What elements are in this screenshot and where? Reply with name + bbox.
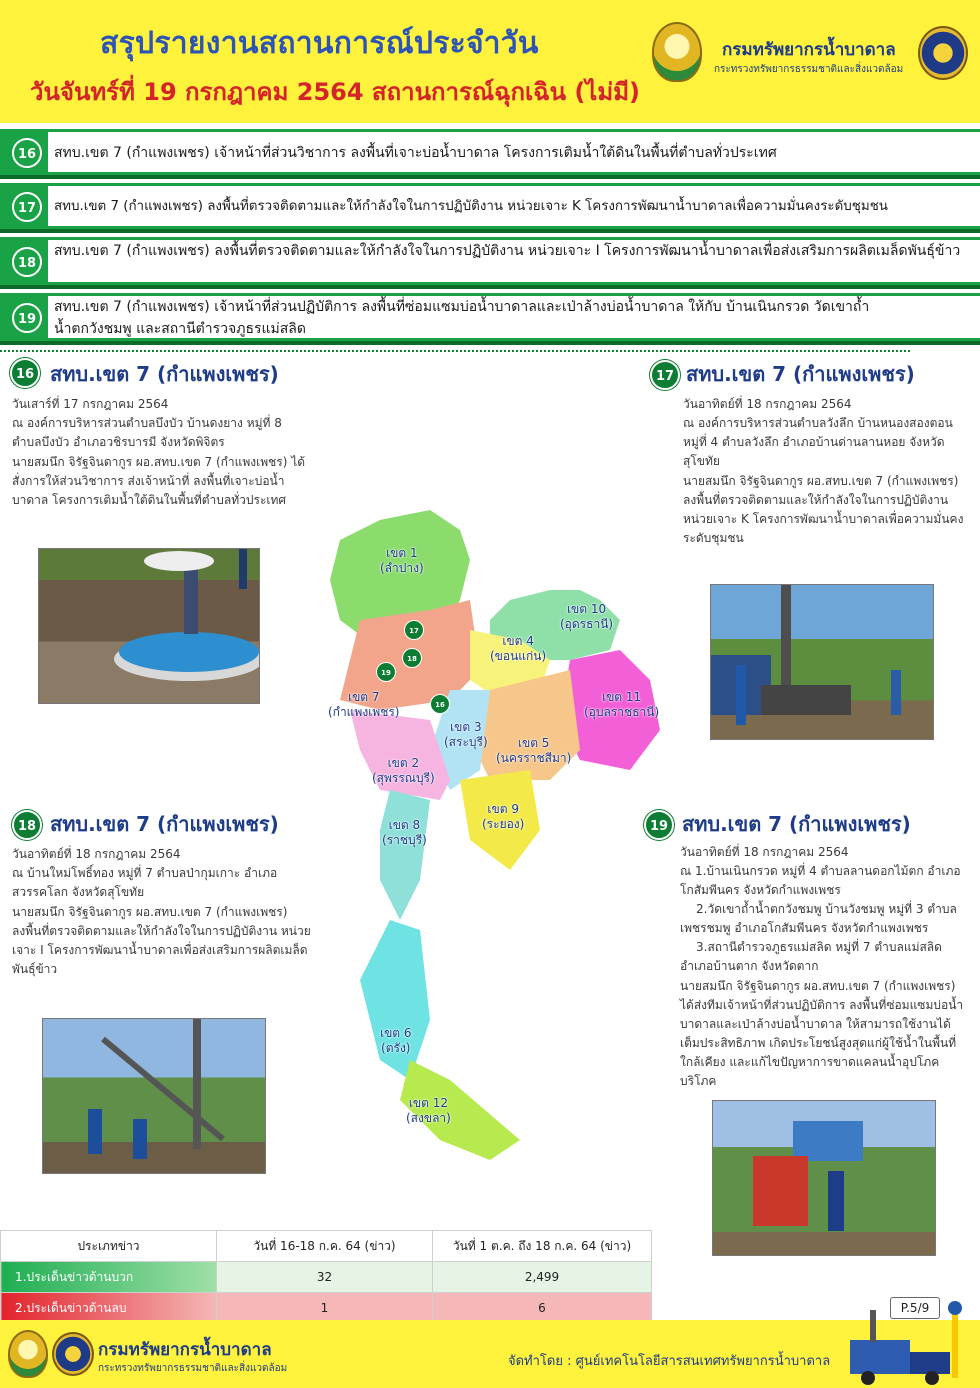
- department-seal-logo: [8, 1330, 48, 1378]
- section-title: สทบ.เขต 7 (กำแพงเพชร): [686, 362, 915, 386]
- footer-department-name: กรมทรัพยากรน้ำบาดาล: [98, 1340, 272, 1360]
- photo-well-repair: [712, 1100, 936, 1256]
- news-text: สทบ.เขต 7 (กำแพงเพชร) เจ้าหน้าที่ส่วนวิชาการ ลงพื้นที่เจาะบ่อน้ำบาดาล โครงการเติมน้ำใต้ดินในพื้นที่ตำบลทั่วประเทศ: [54, 145, 777, 161]
- section-place-3: 3.สถานีตำรวจภูธรแม่สลิด หมู่ที่ 7 ตำบลแม่สลิด อำเภอบ้านตาก จังหวัดตาก: [680, 940, 942, 973]
- map-label-zone7: เขต 7 (กำแพงเพชร): [328, 690, 400, 719]
- table-cell-total: 6: [433, 1293, 652, 1324]
- news-number-badge: 17: [12, 192, 42, 222]
- photo-field-drilling: [42, 1018, 266, 1174]
- table-header-cell: วันที่ 1 ต.ค. ถึง 18 ก.ค. 64 (ข่าว): [433, 1231, 652, 1262]
- map-marker-16: 16: [430, 694, 450, 714]
- map-label-zone6: เขต 6 (ตรัง): [380, 1026, 412, 1055]
- footer-ministry-name: กระทรวงทรัพยากรธรรมชาติและสิ่งแวดล้อม: [98, 1363, 288, 1374]
- section-date: วันอาทิตย์ที่ 18 กรกฎาคม 2564: [683, 397, 852, 411]
- photo-illustration: [39, 549, 260, 704]
- table-cell-period: 32: [217, 1262, 433, 1293]
- photo-drilling-rig: [710, 584, 934, 740]
- section-place: ณ องค์การบริหารส่วนตำบลวังลึก บ้านหนองสองตอน หมู่ที่ 4 ตำบลวังลึก อำเภอบ้านด่านลานหอย จังหวัดสุโขทัย: [683, 416, 953, 468]
- ministry-emblem-logo: [52, 1332, 94, 1376]
- map-label-zone1: เขต 1 (ลำปาง): [380, 546, 424, 575]
- page-subtitle: วันจันทร์ที่ 19 กรกฎาคม 2564 สถานการณ์ฉุกเฉิน (ไม่มี): [30, 78, 640, 106]
- map-label-zone8: เขต 8 (ราชบุรี): [382, 818, 427, 847]
- section-title: สทบ.เขต 7 (กำแพงเพชร): [50, 812, 279, 836]
- section-number-badge: 19: [644, 810, 674, 840]
- news-bar-16[interactable]: [0, 129, 980, 179]
- section-body: นายสมนึก จิรัฐจินดากูร ผอ.สทบ.เขต 7 (กำแพงเพชร) ได้ส่งทีมเจ้าหน้าที่ส่วนปฏิบัติการ ลงพื้นที่ซ่อมแซมบ่อน้ำบาดาลและเป่าล้างบ่อน้ำบาดาล ให้สามารถใช้งานได้เต็มประสิทธิภาพ เกิดประโยชน์สูงสุดแก่ผู้ใช้น้ำในพื้นที่ใกล้เคียง และแก้ไขปัญหาการขาดแคลนน้ำอุปโภค บริโภค: [680, 979, 964, 1088]
- news-text: สทบ.เขต 7 (กำแพงเพชร) เจ้าหน้าที่ส่วนปฏิบัติการ ลงพื้นที่ซ่อมแซมบ่อน้ำบาดาลและเป่าล้างบ่อน้ำบาดาล ให้กับ บ้านเนินกรวด วัดเขาถ้ำน้ำตกวังชมพู และสถานีตำรวจภูธรแม่สลิด: [54, 299, 870, 337]
- divider: [0, 350, 910, 352]
- map-marker-18: 18: [402, 648, 422, 668]
- section-body: นายสมนึก จิรัฐจินดากูร ผอ.สทบ.เขต 7 (กำแพงเพชร) ได้สั่งการให้ส่วนวิชาการ ส่งเจ้าหน้าที่ ลงพื้นที่เจาะบ่อน้ำบาดาล โครงการเติมน้ำใต้ดินในพื้นที่ตำบลทั่วประเทศ: [12, 455, 306, 507]
- ministry-name: กระทรวงทรัพยากรธรรมชาติและสิ่งแวดล้อม: [714, 64, 904, 75]
- news-text: สทบ.เขต 7 (กำแพงเพชร) ลงพื้นที่ตรวจติดตามและให้กำลังใจในการปฏิบัติงาน หน่วยเจาะ I โครงการพัฒนาน้ำบาดาลเพื่อส่งเสริมการผลิตเมล็ดพันธุ์ข้าว: [54, 243, 961, 259]
- map-label-zone12: เขต 12 (สงขลา): [406, 1096, 451, 1125]
- photo-illustration: [711, 585, 934, 740]
- map-label-zone9: เขต 9 (ระยอง): [482, 802, 525, 831]
- news-summary-table: [0, 1230, 652, 1324]
- photo-well-drilling: [38, 548, 260, 704]
- map-region-zone2: [350, 710, 450, 800]
- table-cell-type: 2.ประเด็นข่าวด้านลบ: [1, 1293, 217, 1324]
- table-header-cell: วันที่ 16-18 ก.ค. 64 (ข่าว): [217, 1231, 433, 1262]
- photo-illustration: [713, 1101, 936, 1256]
- map-marker-17: 17: [404, 620, 424, 640]
- section-place-1: ณ 1.บ้านเนินกรวด หมู่ที่ 4 ตำบลลานดอกไม้ตก อำเภอโกสัมพีนคร จังหวัดกำแพงเพชร: [680, 864, 961, 897]
- news-text: สทบ.เขต 7 (กำแพงเพชร) ลงพื้นที่ตรวจติดตามและให้กำลังใจในการปฏิบัติงาน หน่วยเจาะ K โครงการพัฒนาน้ำบาดาลเพื่อความมั่นคงระดับชุมชน: [54, 199, 888, 214]
- department-name: กรมทรัพยากรน้ำบาดาล: [722, 40, 896, 60]
- section-title: สทบ.เขต 7 (กำแพงเพชร): [50, 362, 279, 386]
- map-label-zone10: เขต 10 (อุดรธานี): [560, 602, 614, 631]
- map-region-zone6: [360, 920, 430, 1080]
- photo-illustration: [43, 1019, 266, 1174]
- map-region-zone8: [380, 790, 430, 920]
- section-place: ณ องค์การบริหารส่วนตำบลบึงบัว บ้านดงยาง หมู่ที่ 8 ตำบลบึงบัว อำเภอวชิรบารมี จังหวัดพิจิตร: [12, 416, 282, 449]
- section-date: วันเสาร์ที่ 17 กรกฎาคม 2564: [12, 397, 169, 411]
- table-header-cell: ประเภทข่าว: [1, 1231, 217, 1262]
- department-seal-logo: [652, 22, 702, 82]
- table-cell-period: 1: [217, 1293, 433, 1324]
- table-row: [1, 1293, 652, 1324]
- table-cell-type: 1.ประเด็นข่าวด้านบวก: [1, 1262, 217, 1293]
- section-body: นายสมนึก จิรัฐจินดากูร ผอ.สทบ.เขต 7 (กำแพงเพชร) ลงพื้นที่ตรวจติดตามและให้กำลังใจในการปฏิบัติงาน หน่วยเจาะ I โครงการพัฒนาน้ำบาดาลเพื่อส่งเสริมการผลิตเมล็ดพันธุ์ข้าว: [12, 905, 311, 976]
- news-bar-17[interactable]: [0, 183, 980, 233]
- map-label-zone11: เขต 11 (อุบลราชธานี): [584, 690, 660, 719]
- section-date: วันอาทิตย์ที่ 18 กรกฎาคม 2564: [680, 845, 849, 859]
- ministry-emblem-logo: [918, 26, 968, 80]
- footer-credit: จัดทำโดย : ศูนย์เทคโนโลยีสารสนเทศทรัพยากรน้ำบาดาล: [508, 1354, 831, 1369]
- drilling-rig-icon: [840, 1300, 975, 1386]
- section-title: สทบ.เขต 7 (กำแพงเพชร): [682, 812, 911, 836]
- map-label-zone3: เขต 3 (สระบุรี): [444, 720, 488, 749]
- table-cell-total: 2,499: [433, 1262, 652, 1293]
- map-marker-19: 19: [376, 662, 396, 682]
- section-place: ณ บ้านใหม่โพธิ์ทอง หมู่ที่ 7 ตำบลป่ากุมเกาะ อำเภอสวรรคโลก จังหวัดสุโขทัย: [12, 866, 278, 899]
- news-number-badge: 16: [12, 138, 42, 168]
- map-label-zone5: เขต 5 (นครราชสีมา): [496, 736, 572, 765]
- map-label-zone2: เขต 2 (สุพรรณบุรี): [372, 756, 435, 785]
- page-title: สรุปรายงานสถานการณ์ประจำวัน: [100, 26, 539, 61]
- map-label-zone4: เขต 4 (ขอนแก่น): [490, 634, 547, 663]
- news-bar-19[interactable]: [0, 293, 980, 345]
- news-number-badge: 19: [12, 303, 42, 333]
- section-number-badge: 16: [10, 358, 40, 388]
- table-row: [1, 1262, 652, 1293]
- news-bar-18[interactable]: [0, 237, 980, 289]
- section-date: วันอาทิตย์ที่ 18 กรกฎาคม 2564: [12, 847, 181, 861]
- section-number-badge: 18: [12, 810, 42, 840]
- news-number-badge: 18: [12, 247, 42, 277]
- table-header-row: [1, 1231, 652, 1262]
- section-body: นายสมนึก จิรัฐจินดากูร ผอ.สทบ.เขต 7 (กำแพงเพชร) ลงพื้นที่ตรวจติดตามและให้กำลังใจในการปฏิบัติงาน หน่วยเจาะ K โครงการพัฒนาน้ำบาดาลเพื่อความมั่นคงระดับชุมชน: [683, 474, 964, 545]
- section-place-2: 2.วัดเขาถ้ำน้ำตกวังชมพู บ้านวังชมพู หมู่ที่ 3 ตำบลเพชรชมพู อำเภอโกสัมพีนคร จังหวัดกำแพงเพชร: [680, 902, 957, 935]
- page-number: P.5/9: [890, 1297, 940, 1319]
- section-number-badge: 17: [650, 360, 680, 390]
